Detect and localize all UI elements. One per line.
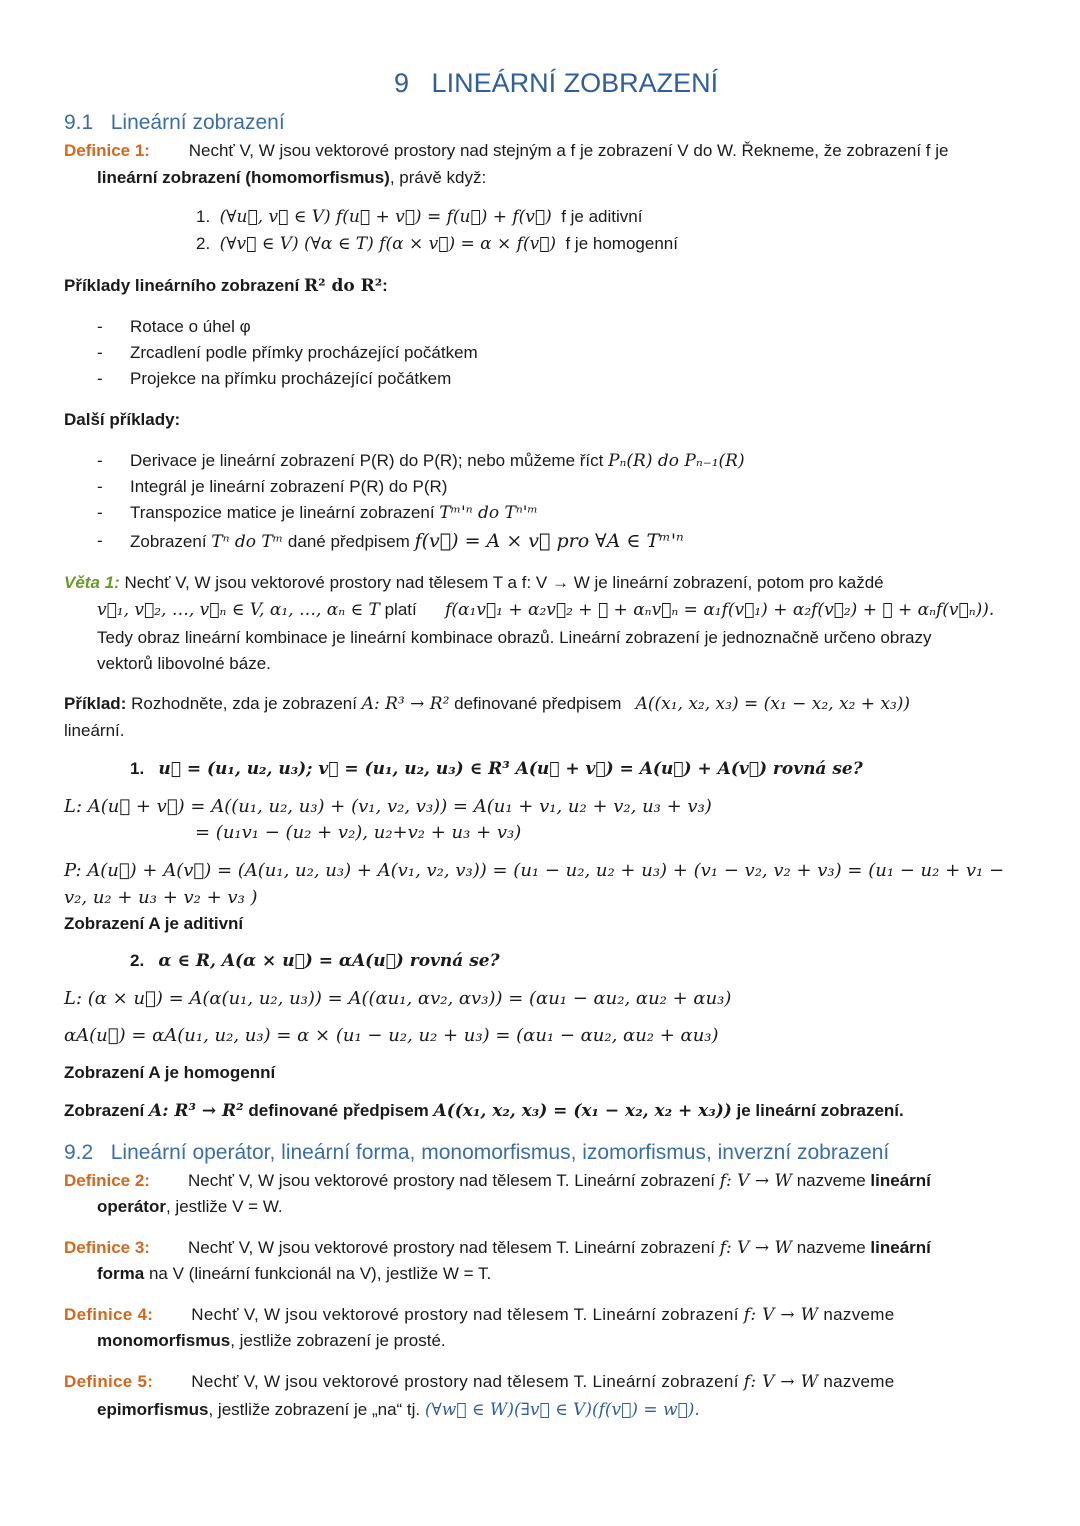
definition-label: Definice 1: xyxy=(64,141,150,160)
equation-line: v₂, u₂ + u₃ + v₂ + v₃ ) xyxy=(64,887,258,908)
more-examples-heading: Další příklady: xyxy=(64,410,181,429)
section-heading-9-1: 9.1 Lineární zobrazení xyxy=(64,111,285,134)
definition-3: Definice 3: Nechť V, W jsou vektorové prostory nad tělesem T. Lineární zobrazení f: V → W nazveme lineární xyxy=(64,1238,931,1258)
theorem-1-line-3: Tedy obraz lineární kombinace je lineární kombinace obrazů. Lineární zobrazení je jednoznačně určeno obrazy xyxy=(97,628,932,647)
final-conclusion: Zobrazení A: R³ → R² definované předpisem A((x₁, x₂, x₃) = (x₁ − x₂, x₂ + x₃)) je lineární zobrazení. xyxy=(64,1101,904,1121)
theorem-1-line-2: v⃗₁, v⃗₂, …, v⃗ₙ ∈ V, α₁, …, αₙ ∈ T platí f(α₁v⃗₁ + α₂v⃗₂ + ⋯ + αₙv⃗ₙ = α₁f(v⃗₁) + α₂f(v⃗₂) + ⋯ + αₙf(v⃗ₙ)). xyxy=(97,600,995,620)
list-item: - Derivace je lineární zobrazení P(R) do P(R); nebo můžeme říct Pₙ(R) do Pₙ₋₁(R) xyxy=(97,451,745,471)
equation-line: = (u₁v₁ − (u₂ + v₂), u₂+v₂ + u₃ + v₃) xyxy=(195,822,522,843)
page-title: 9 LINEÁRNÍ ZOBRAZENÍ xyxy=(394,68,719,98)
definition-1-item-1: 1. (∀u⃗, v⃗ ∈ V) f(u⃗ + v⃗) = f(u⃗) + f(v⃗) f je aditivní xyxy=(196,207,643,227)
definition-1-cont: lineární zobrazení (homomorfismus), právě když: xyxy=(97,168,487,187)
example-statement-cont: lineární. xyxy=(64,721,125,740)
definition-4: Definice 4: Nechť V, W jsou vektorové prostory nad tělesem T. Lineární zobrazení f: V → W nazveme xyxy=(64,1305,895,1325)
list-item: - Transpozice matice je lineární zobrazení Tᵐ'ⁿ do Tⁿ'ᵐ xyxy=(97,503,538,523)
definition-5-cont: epimorfismus, jestliže zobrazení je „na“ tj. (∀w⃗ ∈ W)(∃v⃗ ∈ V)(f(v⃗) = w⃗). xyxy=(97,1400,700,1420)
examples-heading: Příklady lineárního zobrazení R² do R²: xyxy=(64,276,388,296)
theorem-1: Věta 1: Nechť V, W jsou vektorové prostory nad tělesem T a f: V → W je lineární zobrazení, potom pro každé xyxy=(64,573,884,592)
equation-line: L: A(u⃗ + v⃗) = A((u₁, u₂, u₃) + (v₁, v₂, v₃)) = A(u₁ + v₁, u₂ + v₂, u₃ + v₃) xyxy=(64,796,712,817)
equation-line: L: (α × u⃗) = A(α(u₁, u₂, u₃)) = A((αu₁, αv₂, αv₃)) = (αu₁ − αu₂, αu₂ + αu₃) xyxy=(64,988,732,1009)
section-heading-9-2: 9.2 Lineární operátor, lineární forma, monomorfismus, izomorfismus, inverzní zobrazení xyxy=(64,1141,890,1164)
equation-line: P: A(u⃗) + A(v⃗) = (A(u₁, u₂, u₃) + A(v₁, v₂, v₃)) = (u₁ − u₂, u₂ + u₃) + (v₁ − v₂, v₂ + v₃) = (u₁ − u₂ + v₁ − xyxy=(64,860,1005,881)
example-step-2: 2. α ∈ R, A(α × u⃗) = αA(u⃗) rovná se? xyxy=(130,951,500,971)
definition-4-cont: monomorfismus, jestliže zobrazení je prosté. xyxy=(97,1331,446,1350)
theorem-1-line-4: vektorů libovolné báze. xyxy=(97,654,271,673)
conclusion: Zobrazení A je aditivní xyxy=(64,914,244,933)
definition-5: Definice 5: Nechť V, W jsou vektorové prostory nad tělesem T. Lineární zobrazení f: V → W nazveme xyxy=(64,1372,895,1392)
definition-1-item-2: 2. (∀v⃗ ∈ V) (∀α ∈ T) f(α × v⃗) = α × f(v⃗) f je homogenní xyxy=(196,234,678,254)
definition-2: Definice 2: Nechť V, W jsou vektorové prostory nad tělesem T. Lineární zobrazení f: V → W nazveme lineární xyxy=(64,1171,931,1191)
list-item: - Rotace o úhel φ xyxy=(97,317,251,336)
definition-1: Definice 1: Nechť V, W jsou vektorové prostory nad stejným a f je zobrazení V do W. Řekneme, že zobrazení f je xyxy=(64,141,949,160)
list-item: - Integrál je lineární zobrazení P(R) do P(R) xyxy=(97,477,448,496)
list-item: - Zobrazení Tⁿ do Tᵐ dané předpisem f(v⃗) = A × v⃗ pro ∀A ∈ Tᵐ'ⁿ xyxy=(97,530,684,552)
list-item: - Zrcadlení podle přímky procházející počátkem xyxy=(97,343,478,362)
example-statement: Příklad: Rozhodněte, zda je zobrazení A: R³ → R² definované předpisem A((x₁, x₂, x₃) = (x₁ − x₂, x₂ + x₃)) xyxy=(64,694,911,714)
definition-2-cont: operátor, jestliže V = W. xyxy=(97,1197,283,1216)
equation-line: αA(u⃗) = αA(u₁, u₂, u₃) = α × (u₁ − u₂, u₂ + u₃) = (αu₁ − αu₂, αu₂ + αu₃) xyxy=(64,1025,719,1046)
theorem-label: Věta 1: xyxy=(64,573,120,592)
example-step-1: 1. u⃗ = (u₁, u₂, u₃); v⃗ = (u₁, u₂, u₃) ∈ R³ A(u⃗ + v⃗) = A(u⃗) + A(v⃗) rovná se? xyxy=(130,759,863,779)
definition-3-cont: forma na V (lineární funkcionál na V), jestliže W = T. xyxy=(97,1264,492,1283)
conclusion: Zobrazení A je homogenní xyxy=(64,1063,276,1082)
list-item: - Projekce na přímku procházející počátkem xyxy=(97,369,452,388)
